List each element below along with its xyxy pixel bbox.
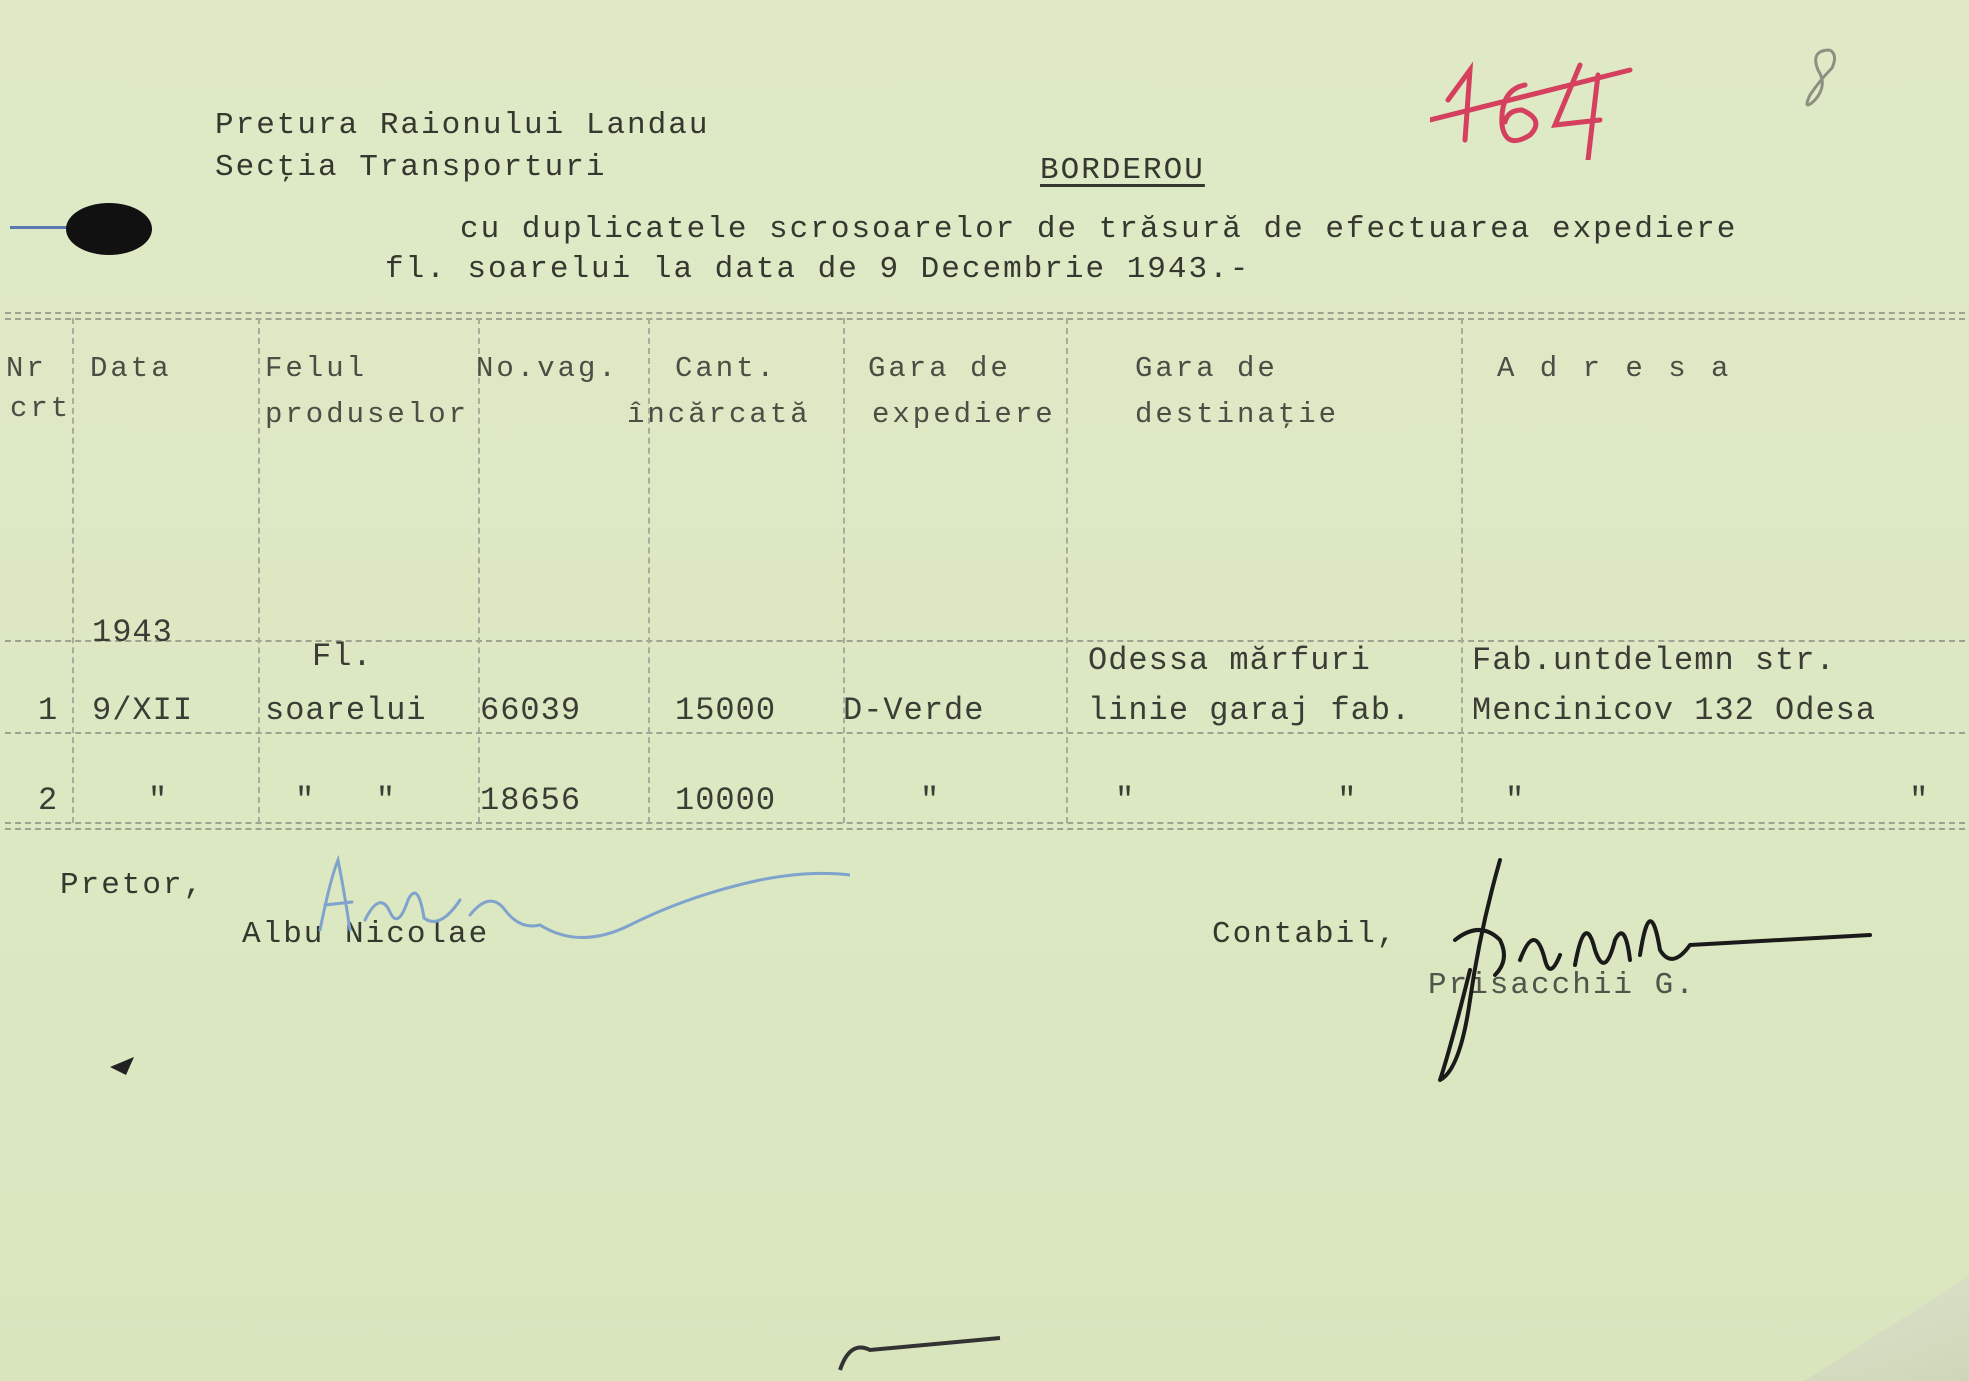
row2-vagon: 18656 xyxy=(480,782,582,819)
col-header-cant: Cant. xyxy=(675,352,778,385)
subtitle-line-1: cu duplicatele scrosoarelor de trăsură de efectuarea expediere xyxy=(460,212,1738,247)
year-label: 1943 xyxy=(92,614,173,651)
row1-data: 9/XII xyxy=(92,692,194,729)
column-divider xyxy=(1461,318,1463,823)
table-bottom-rule-2 xyxy=(5,828,1965,830)
row2-produs: " " xyxy=(295,782,397,819)
corner-fold xyxy=(1669,1231,1969,1381)
row1-gara-dest-1: Odessa mărfuri xyxy=(1088,642,1371,679)
document-title: BORDEROU xyxy=(1040,153,1205,188)
table-top-rule-2 xyxy=(5,318,1965,320)
row2-cant: 10000 xyxy=(675,782,777,819)
subtitle-line-2: fl. soarelui la data de 9 Decembrie 1943.- xyxy=(385,252,1251,287)
row1-gara-dest-2: linie garaj fab. xyxy=(1088,692,1412,729)
table-bottom-rule xyxy=(5,822,1965,824)
column-divider xyxy=(648,318,650,823)
contabil-signature xyxy=(1400,850,1900,1100)
row1-nr: 1 xyxy=(38,692,59,729)
row1-adresa-1: Fab.untdelemn str. xyxy=(1472,642,1836,679)
col-header-gara-dest-2: destinaţie xyxy=(1135,398,1340,431)
row1-gara-exp: D-Verde xyxy=(843,692,985,729)
pencil-page-number xyxy=(1790,40,1850,120)
column-divider xyxy=(258,318,260,823)
row1-adresa-2: Mencinicov 132 Odesa xyxy=(1472,692,1877,729)
row2-nr: 2 xyxy=(38,782,59,819)
torn-edge-mark xyxy=(830,1330,1030,1380)
col-header-gara-dest: Gara de xyxy=(1135,352,1278,385)
col-header-felul-2: produselor xyxy=(265,398,470,431)
col-header-nr: Nr xyxy=(6,352,47,385)
contabil-label: Contabil, xyxy=(1212,917,1398,952)
row2-adresa: " " xyxy=(1505,782,1930,819)
col-header-gara-exp: Gara de xyxy=(868,352,1011,385)
punch-hole xyxy=(66,203,152,255)
row1-produs-2: soarelui xyxy=(265,692,427,729)
col-header-gara-exp-2: expediere xyxy=(872,398,1056,431)
row1-produs-1: Fl. xyxy=(312,638,373,675)
col-header-nr-2: crt xyxy=(10,392,72,425)
col-header-felul: Felul xyxy=(265,352,368,385)
column-divider xyxy=(1066,318,1068,823)
col-header-cant-2: încărcată xyxy=(627,398,811,431)
pretor-name: Albu Nicolae xyxy=(242,917,490,952)
column-divider xyxy=(478,318,480,823)
pretor-label: Pretor, xyxy=(60,868,205,903)
contabil-name: Prisacchii G. xyxy=(1428,968,1696,1003)
col-header-adresa: A d r e s a xyxy=(1497,352,1733,385)
row2-gara-exp: " xyxy=(920,782,941,819)
column-divider xyxy=(72,318,74,823)
org-line-2: Secţia Transporturi xyxy=(215,150,607,185)
ink-tick-mark xyxy=(108,1055,138,1080)
table-top-rule xyxy=(5,312,1965,314)
handwritten-number xyxy=(1430,30,1660,160)
column-divider xyxy=(843,318,845,823)
col-header-vagon: No.vag. xyxy=(476,352,619,385)
blue-pencil-mark xyxy=(10,226,70,229)
col-header-data: Data xyxy=(90,352,172,385)
row2-gara-dest: " " xyxy=(1115,782,1358,819)
row-rule-1 xyxy=(5,732,1965,734)
row1-vagon: 66039 xyxy=(480,692,582,729)
org-line-1: Pretura Raionului Landau xyxy=(215,108,710,143)
row2-data: " xyxy=(148,782,169,819)
row1-cant: 15000 xyxy=(675,692,777,729)
pretor-signature xyxy=(290,840,850,960)
